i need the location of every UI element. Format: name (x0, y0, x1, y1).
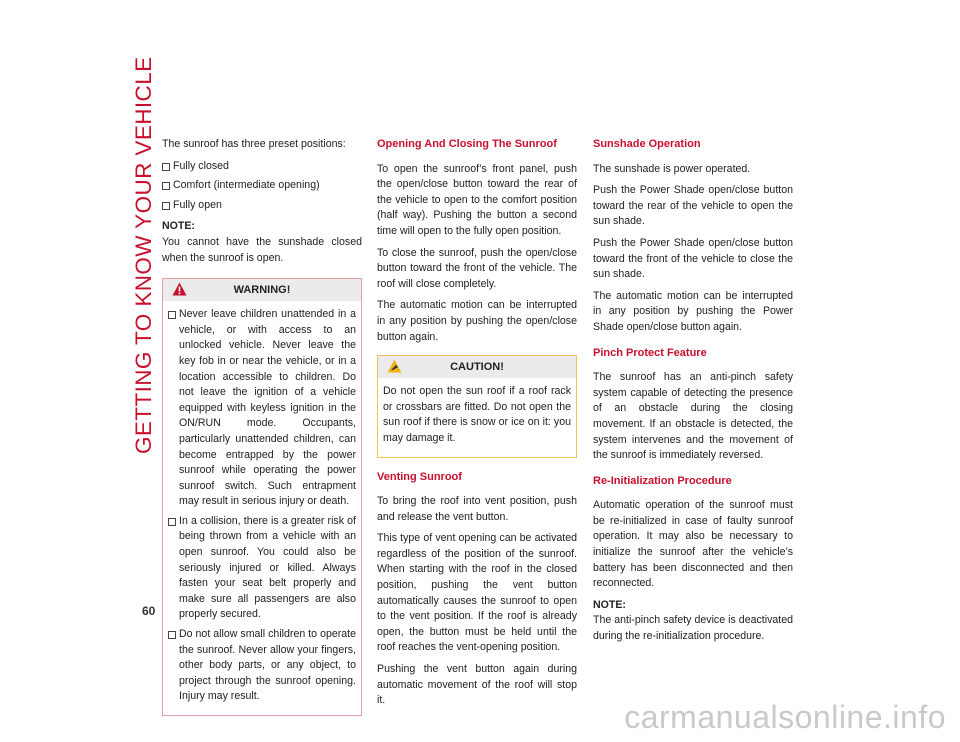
list-item: Do not allow small children to operate the sunroof. Never allow your fingers, other body parts, or any object, to project through the sunroof opening. Injury may result. (168, 627, 356, 705)
list-item: Fully closed (162, 159, 362, 175)
section-heading: Pinch Protect Feature (593, 346, 707, 359)
bullet-box-icon (168, 518, 176, 526)
bullet-box-icon (162, 182, 170, 190)
warning-list (168, 307, 356, 705)
paragraph: To close the sunroof, push the open/close button toward the front of the vehicle. The roof will close completely. (377, 246, 577, 290)
preset-positions-list (162, 159, 362, 214)
paragraph: Automatic operation of the sunroof must be re-initialized in case of faulty sunroof operation. It may also be necessary to initialize the sunroof after the vehicle’s battery has been disconnected and then reconnected. (593, 499, 793, 590)
note-text: The anti-pinch safety device is deactivated during the re-initialization procedure. (593, 614, 793, 643)
paragraph: The automatic motion can be interrupted in any position by pushing the Power Shade open/close button again. (593, 289, 793, 333)
paragraph: The sunroof has an anti-pinch safety system capable of detecting the presence of an obstacle during the closing movement. If an obstacle is detected, the system intervenes and the movement of the sunroof is immediately reversed. (593, 371, 793, 462)
paragraph: To bring the roof into vent position, push and release the vent button. (377, 495, 577, 523)
paragraph: Push the Power Shade open/close button toward the rear of the vehicle to open the sun shade. (593, 184, 793, 228)
caution-box (377, 355, 577, 457)
caution-header (378, 356, 576, 378)
section-heading: Re-Initialization Procedure (593, 474, 732, 487)
warning-box (162, 278, 362, 716)
note-text: You cannot have the sunshade closed when the sunroof is open. (162, 235, 362, 264)
bullet-box-icon (162, 202, 170, 210)
column-3 (593, 137, 793, 651)
page-number: 60 (142, 604, 156, 618)
list-item: In a collision, there is a greater risk of being thrown from a vehicle with an open sunroof. You could also be seriously injured or killed. Always fasten your seat belt properly and make sure all passengers are also properly secured. (168, 514, 356, 623)
bullet-box-icon (162, 163, 170, 171)
warning-header (163, 279, 361, 301)
bullet-box-icon (168, 311, 176, 319)
bullet-box-icon (168, 631, 176, 639)
section-heading: Venting Sunroof (377, 470, 462, 483)
paragraph: This type of vent opening can be activated regardless of the position of the sunroof. When starting with the roof in the closed position, pushing the vent button automatically causes the sunroof to open to the vent position. If the roof is already open, the button must be held until the roof reaches the vent-opening position. (377, 532, 577, 654)
note-label: NOTE: (162, 220, 195, 233)
section-heading: Sunshade Operation (593, 138, 701, 150)
warning-triangle-icon (172, 282, 187, 296)
intro-text: The sunroof has three preset positions: (162, 138, 346, 150)
watermark: carmanualsonline.info (624, 699, 946, 735)
paragraph: To open the sunroof’s front panel, push the open/close button toward the rear of the vehicle to open to the comfort position (half way). Pushing the button a second time will open to the fully open position. (377, 162, 577, 237)
section-heading: Opening And Closing The Sunroof (377, 138, 557, 150)
note-label: NOTE: (593, 598, 626, 611)
caution-title: CAUTION! (450, 361, 504, 374)
paragraph: The sunshade is power operated. (593, 162, 751, 175)
list-item: Comfort (intermediate opening) (162, 178, 362, 194)
paragraph: Push the Power Shade open/close button toward the front of the vehicle to close the sun shade. (593, 236, 793, 281)
list-item: Never leave children unattended in a vehicle, or with access to an unlocked vehicle. Never leave the key fob in or near the vehicle, or in a location accessible to children. Do not leave the ignition of a vehicle equipped with keyless ignition in the ON/RUN mode. Occupants, particularly unattended children, can become entrapped by the power sunroof while operating the power sunroof switch. Such entrapment may result in serious injury or death. (168, 307, 356, 510)
paragraph: The automatic motion can be interrupted in any position by pushing the open/close button again. (377, 299, 577, 343)
caution-text: Do not open the sun roof if a roof rack or crossbars are fitted. Do not open the sun roof if there is snow or ice on it: you may damage it. (383, 385, 571, 444)
caution-triangle-icon (387, 359, 402, 373)
column-1 (162, 137, 362, 724)
column-2 (377, 137, 577, 715)
chapter-side-title: GETTING TO KNOW YOUR VEHICLE (131, 56, 156, 454)
warning-title: WARNING! (233, 284, 291, 297)
list-item: Fully open (162, 198, 362, 214)
paragraph: Pushing the vent button again during automatic movement of the roof will stop it. (377, 663, 577, 707)
